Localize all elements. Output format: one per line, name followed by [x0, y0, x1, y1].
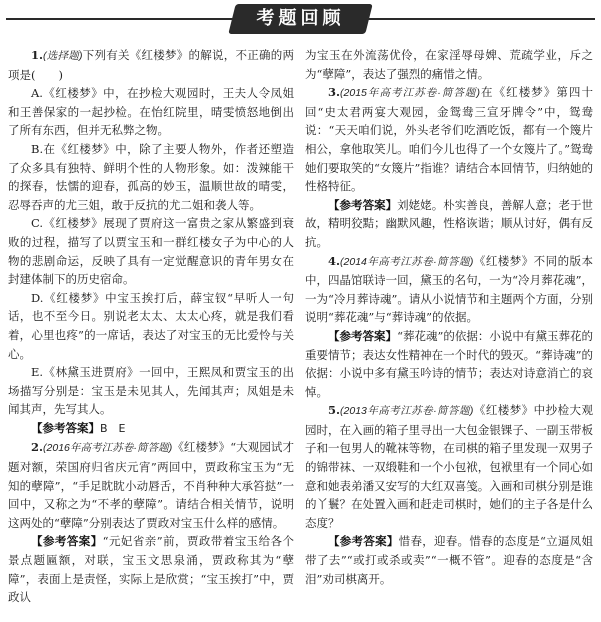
question-text: 《红楼梦》中抄检大观园时，在入画的箱子里寻出一大包金银锞子、一副玉带板子和一包男人的靴袜等物，在司棋的箱子里发现一双男子的锦带袜、一双缎鞋和一个小包袱，包袱里有一个同心如意和她表弟潘又安写的大红双喜笺。入画和司棋分别是谁的丫鬟？在处置入画和赶走司棋时，她们的主子各是什么态度？ [305, 403, 593, 530]
question-text: 下列有关《红楼梦》的解说，不正确的两项是( ) [8, 48, 295, 82]
right-column [305, 46, 593, 588]
answer-text: “元妃省亲”前，贾政带着宝玉给各个景点题匾额，对联，宝玉文思泉涌，贾政称其为“孽障”，表面上是责怪，实际上是欣赏；“宝玉挨打”中，贾政认 [8, 534, 294, 605]
question-number: 3. [328, 85, 341, 100]
option-e: E.《林黛玉进贾府》一回中，王熙凤和贾宝玉的出场描写分别是：宝玉是未见其人，先闻其声；凤姐是未闻其声，先写其人。 [8, 365, 294, 417]
option-b: B.在《红楼梦》中，除了主要人物外，作者还塑造了众多具有独特、鲜明个性的人物形象。如：泼辣能干的探春，怯懦的迎春，孤高的妙玉，温顺世故的晴雯，忍辱吞声的尤三姐，敢于反抗的尤二姐和袭人等。 [8, 141, 294, 212]
question-number: 4. [328, 253, 341, 268]
question-number: 5. [328, 403, 341, 418]
question-tag: (选择题) [43, 50, 83, 62]
question-1-stem [8, 46, 294, 84]
question-text: 在《红楼梦》第四十回“史太君两宴大观园，金鸳鸯三宣牙牌令”中，鸳鸯说：“天天咱们说，外头老爷们吃酒吃饭，都有一个篾片相公，拿他取笑儿。咱们今儿也得了一个女篾片了。”鸳鸯她们要取笑的“女篾片”指谁？请结合本回情节，归纳她的性格特征。 [305, 85, 593, 194]
answer-5 [305, 532, 593, 588]
answer-label: 【参考答案】 [328, 328, 398, 343]
question-text: 《红楼梦》“大观园试才题对额，荣国府归省庆元宵”两回中，贾政称宝玉为“无知的孽障”，“手足眈眈小动唇舌，不肖种种大承笞挞”一回中，又称之为“不孝的孽障”。请结合相关情节，说明这两处的“孽障”分别表达了贾政对宝玉什么样的感情。 [8, 440, 294, 530]
answer-3 [305, 196, 593, 252]
question-tag: (2015年高考江苏卷·简答题) [340, 87, 480, 100]
answer-label: 【参考答案】 [328, 197, 398, 212]
question-number: 2. [31, 440, 44, 455]
question-tag: (2014年高考江苏卷·简答题) [340, 255, 474, 268]
option-d: D.《红楼梦》中宝玉挨打后，薛宝钗“早听人一句话，也不至今日。别说老太太、太太心疼，就是我们看着，心里也疼”的一席话，表达了对宝玉的无比爱怜与关心。 [8, 290, 294, 361]
answer-text: 惜春，迎春。惜春的态度是“立逼凤姐带了去”“或打或杀或卖”“一概不管”。迎春的态度是“含泪”劝司棋离开。 [305, 534, 593, 586]
answer-text: B E [100, 421, 126, 435]
question-5-stem [305, 401, 593, 532]
question-tag: (2013年高考江苏卷·简答题) [340, 405, 474, 418]
option-a: A.《红楼梦》中，在抄检大观园时，王夫人令凤姐和王善保家的一起抄检。在怡红院里，晴雯愤怒地倒出了所有东西，但并无私弊之物。 [8, 86, 294, 138]
answer-label: 【参考答案】 [328, 534, 399, 549]
answer-2-continued: 为宝玉在外流荡优伶，在家淫辱母婢、荒疏学业，斥之为“孽障”，表达了强烈的痛惜之情。 [305, 48, 593, 81]
question-3-stem [305, 83, 593, 196]
option-c: C.《红楼梦》展现了贾府这一富贵之家从繁盛到衰败的过程，描写了以贾宝玉和一群红楼女子为中心的人物的悲剧命运，反映了具有一定觉醒意识的青年男女在封建体制下的历史宿命。 [8, 216, 294, 287]
answer-4 [305, 327, 593, 401]
question-4-stem [305, 252, 593, 327]
answer-2 [8, 532, 294, 606]
question-text: 《红楼梦》不同的版本中，四晶馆联诗一回，黛玉的名句，一为“冷月葬花魂”，一为“冷月葬诗魂”。请从小说情节和主题两个方面，分别说明“葬花魂”与“葬诗魂”的依据。 [305, 253, 593, 325]
section-title: 考题回顾 [256, 8, 345, 29]
section-header [0, 0, 601, 40]
question-tag: (2016年高考江苏卷·简答题) [43, 442, 173, 455]
answer-text: “葬花魂”的依据：小说中有黛玉葬花的重要情节；表达女性精神在一个时代的毁灭。“葬诗魂”的依据：小说中多有黛玉吟诗的情节；表达对诗意消亡的哀悼。 [305, 328, 593, 399]
answer-1 [8, 419, 294, 439]
answer-label: 【参考答案】 [31, 534, 103, 549]
answer-text: 刘姥姥。朴实善良，善解人意；老于世故，精明狡黠；幽默风趣，性格诙谐；顺从讨好，偶有反抗。 [305, 197, 594, 249]
answer-label: 【参考答案】 [31, 420, 100, 435]
question-number: 1. [31, 48, 44, 62]
left-column [8, 46, 294, 607]
question-2-stem [8, 438, 294, 532]
